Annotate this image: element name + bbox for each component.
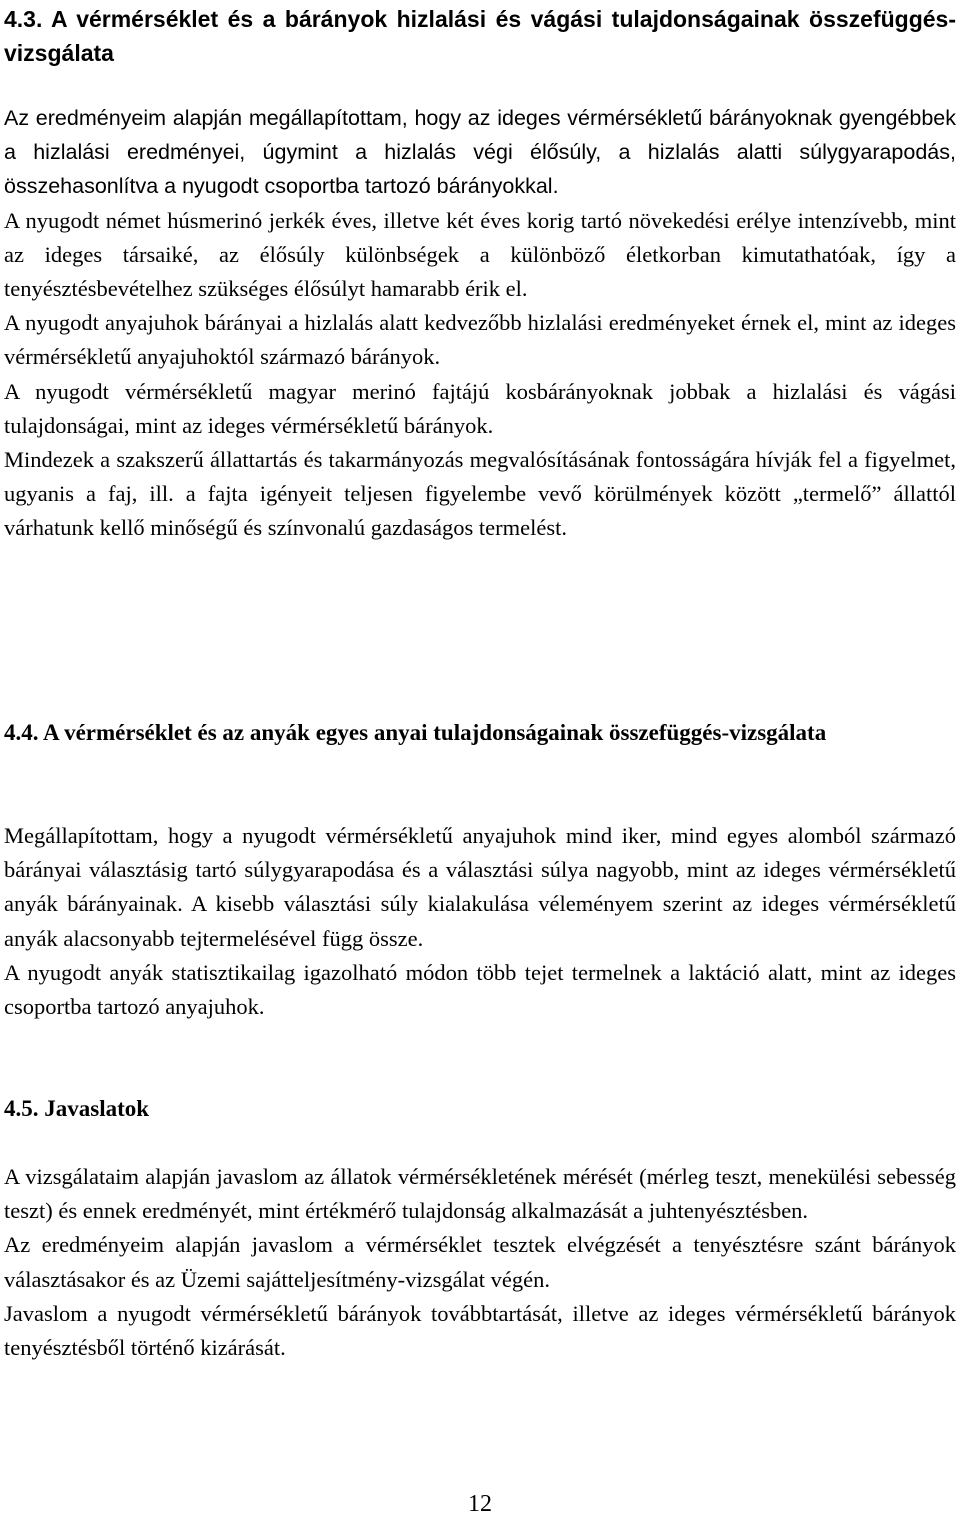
paragraph-4-4-1: Megállapítottam, hogy a nyugodt vérmérsékletű anyajuhok mind iker, mind egyes alomból származó bárányai választásig tartó súlygyarapodása és a választási súlya nagyobb, mint az ideges vérmérsékletű anyák bárányainak. A kisebb választási súly kialakulása véleményem szerint az ideges vérmérsékletű anyák alacsonyabb tejtermelésével függ össze. [4, 823, 956, 951]
paragraph-4-3-5: Mindezek a szakszerű állattartás és takarmányozás megvalósításának fontosságára hívják fel a figyelmet, ugyanis a faj, ill. a fajta igényeit teljesen figyelembe vevő körülmények között „termelő” állattól várhatunk kellő minőségű és színvonalú gazdaságos termelést. [4, 447, 956, 541]
paragraph-4-5-3: Javaslom a nyugodt vérmérsékletű bárányok továbbtartását, illetve az ideges vérmérsékletű bárányok tenyésztésből történő kizárását. [4, 1300, 956, 1361]
section-4-4-title: 4.4. A vérmérséklet és az anyák egyes anyai tulajdonságainak összefüggés-vizsgálata [4, 720, 827, 745]
paragraph-4-3-4: A nyugodt vérmérsékletű magyar merinó fajtájú kosbárányoknak jobbak a hizlalási és vágási tulajdonságai, mint az ideges vérmérsékletű bárányok. [4, 378, 956, 438]
section-4-3-body [4, 101, 956, 546]
paragraph-4-3-3: A nyugodt anyajuhok bárányai a hizlalás alatt kedvezőbb hizlalási eredményeket érnek el, mint az ideges vérmérsékletű anyajuhoktól származó bárányok. [4, 310, 956, 370]
paragraph-4-5-1: A vizsgálataim alapján javaslom az állatok vérmérsékletének mérését (mérleg teszt, menekülési sebesség teszt) és ennek eredményét, mint értékmérő tulajdonság alkalmazását a juhtenyésztésben. [4, 1164, 956, 1224]
section-4-5-body [4, 1160, 956, 1365]
section-4-4-body [4, 819, 956, 1024]
paragraph-4-3-2: A nyugodt német húsmerinó jerkék éves, illetve két éves korig tartó növekedési erélye intenzívebb, mint az ideges társaiké, az élősúly különbségek a különböző életkorban kimutathatóak, így a tenyésztésbevételhez szükséges élősúlyt hamarabb érik el. [4, 207, 956, 302]
paragraph-4-3-1: Az eredményeim alapján megállapítottam, hogy az ideges vérmérsékletű bárányoknak gyengébbek a hizlalási eredményei, úgymint a hizlalás végi élősúly, a hizlalás alatti súlygyarapodás, összehasonlítva a nyugodt csoportba tartozó bárányokkal. [4, 106, 956, 199]
section-4-3-title: 4.3. A vérmérséklet és a bárányok hizlalási és vágási tulajdonságainak összefüggés-vizsgálata [4, 6, 956, 66]
paragraph-4-5-2: Az eredményeim alapján javaslom a vérmérséklet tesztek elvégzését a tenyésztésre szánt bárányok választásakor és az Üzemi sajátteljesítmény-vizsgálat végén. [4, 1232, 956, 1292]
section-4-5-title: 4.5. Javaslatok [4, 1096, 150, 1121]
page-number: 12 [468, 1491, 492, 1517]
paragraph-4-4-2: A nyugodt anyák statisztikailag igazolható módon több tejet termelnek a laktáció alatt, mint az ideges csoportba tartozó anyajuhok. [4, 959, 956, 1020]
